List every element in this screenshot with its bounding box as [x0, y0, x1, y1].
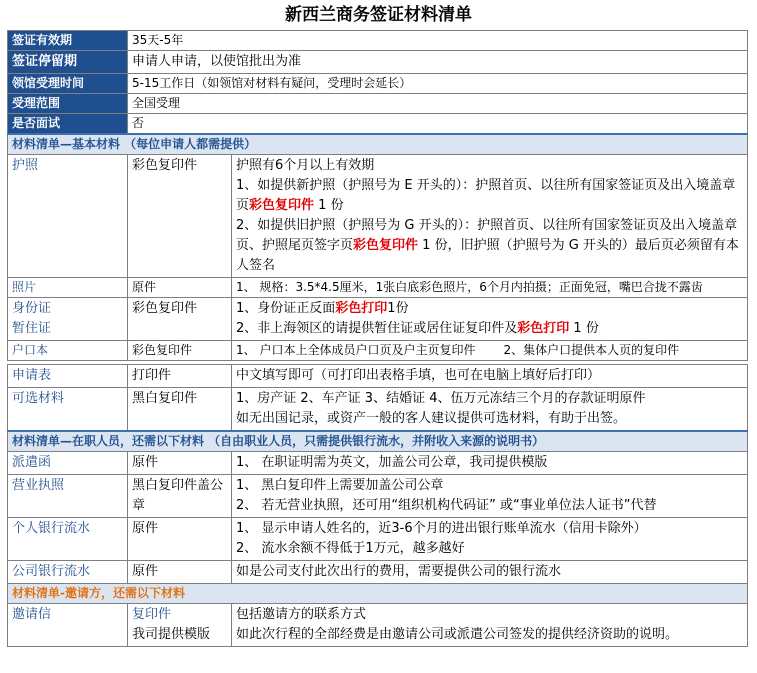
hukou-label: 户口本	[8, 341, 128, 361]
highlight-text: 彩色打印	[335, 301, 388, 316]
letter-row	[8, 604, 748, 647]
form-desc: 中文填写即可（可打印出表格手填，也可在电脑上填好后打印）	[232, 365, 748, 388]
hukou-row	[8, 341, 748, 361]
summary-value: 35天-5年	[128, 31, 748, 51]
summary-value: 全国受理	[128, 94, 748, 114]
idcard-type: 彩色复印件	[128, 298, 232, 341]
summary-row	[8, 74, 748, 94]
passport-label: 护照	[8, 155, 128, 278]
highlight-text: 彩色复印件	[353, 238, 419, 253]
company-bank-row	[8, 561, 748, 584]
company-bank-desc: 如是公司支付此次出行的费用，需要提供公司的银行流水	[232, 561, 748, 584]
bank-desc: 1、 显示申请人姓名的，近3-6个月的进出银行账单流水（信用卡除外） 2、 流水余额不得低于1万元，越多越好	[232, 518, 748, 561]
summary-label: 是否面试	[8, 114, 128, 135]
company-bank-label: 公司银行流水	[8, 561, 128, 584]
summary-value: 申请人申请，以使馆批出为准	[128, 51, 748, 74]
optional-label: 可选材料	[8, 388, 128, 432]
optional-row	[8, 388, 748, 432]
summary-row	[8, 51, 748, 74]
company-bank-type: 原件	[128, 561, 232, 584]
bank-type: 原件	[128, 518, 232, 561]
summary-row	[8, 114, 748, 135]
bank-row	[8, 518, 748, 561]
section-header-basic: 材料清单—基本材料 （每位申请人都需提供）	[8, 134, 748, 155]
passport-desc	[232, 155, 748, 278]
optional-desc: 1、房产证 2、车产证 3、结婚证 4、伍万元冻结三个月的存款证明原件 如无出国记录，或资产一般的客人建议提供可选材料，有助于出签。	[232, 388, 748, 432]
optional-type: 黑白复印件	[128, 388, 232, 432]
passport-line: 2、如提供旧护照（护照号为 G 开头的）：护照首页、以往所有国家签证页及出入境盖章页、护照尾页签字页彩色复印件 1 份，旧护照（护照号为 G 开头的）最后页必须留有本人签名	[236, 218, 739, 273]
summary-label: 签证停留期	[8, 51, 128, 74]
license-row	[8, 475, 748, 518]
hukou-desc: 1、 户口本上全体成员户口页及户主页复印件 2、集体户口提供本人页的复印件	[232, 341, 748, 361]
summary-label: 领馆受理时间	[8, 74, 128, 94]
photo-type: 原件	[128, 278, 232, 298]
highlight-text: 彩色复印件	[249, 198, 315, 213]
license-label: 营业执照	[8, 475, 128, 518]
letter-desc: 包括邀请方的联系方式 如此次行程的全部经费是由邀请公司或派遣公司签发的提供经济资助的说明。	[232, 604, 748, 647]
summary-value: 否	[128, 114, 748, 135]
license-type: 黑白复印件盖公章	[128, 475, 232, 518]
photo-row	[8, 278, 748, 298]
form-row	[8, 365, 748, 388]
photo-desc: 1、 规格：3.5*4.5厘米，1张白底彩色照片，6个月内拍摄；正面免冠，嘴巴合拢不露齿	[232, 278, 748, 298]
summary-value: 5-15工作日（如领馆对材料有疑问，受理时会延长）	[128, 74, 748, 94]
idcard-row	[8, 298, 748, 341]
dispatch-type: 原件	[128, 452, 232, 475]
summary-row	[8, 31, 748, 51]
passport-type: 彩色复印件	[128, 155, 232, 278]
dispatch-row	[8, 452, 748, 475]
passport-line: 护照有6个月以上有效期	[236, 158, 375, 173]
summary-row	[8, 94, 748, 114]
idcard-desc: 1、身份证正反面彩色打印1份 2、非上海领区的请提供暂住证或居住证复印件及彩色打印 1 份	[232, 298, 748, 341]
section-header-inviter: 材料清单-邀请方，还需以下材料	[8, 584, 748, 604]
highlight-text: 彩色打印	[517, 321, 570, 336]
page-title: 新西兰商务签证材料清单	[285, 5, 472, 25]
hukou-type: 彩色复印件	[128, 341, 232, 361]
passport-line: 1、如提供新护照（护照号为 E 开头的）：护照首页、以往所有国家签证页及出入境盖章页彩色复印件 1 份	[236, 178, 736, 213]
passport-row	[8, 155, 748, 278]
form-label: 申请表	[8, 365, 128, 388]
idcard-label: 身份证 暂住证	[8, 298, 128, 341]
photo-label: 照片	[8, 278, 128, 298]
form-type: 打印件	[128, 365, 232, 388]
letter-type: 复印件 我司提供模版	[128, 604, 232, 647]
dispatch-label: 派遣函	[8, 452, 128, 475]
summary-label: 签证有效期	[8, 31, 128, 51]
section-header-employed: 材料清单—在职人员，还需以下材料 （自由职业人员，只需提供银行流水，并附收入来源的说明书）	[8, 431, 748, 452]
letter-label: 邀请信	[8, 604, 128, 647]
dispatch-desc: 1、 在职证明需为英文，加盖公司公章，我司提供模版	[232, 452, 748, 475]
visa-checklist-table	[7, 30, 748, 647]
summary-label: 受理范围	[8, 94, 128, 114]
bank-label: 个人银行流水	[8, 518, 128, 561]
license-desc: 1、 黑白复印件上需要加盖公司公章 2、 若无营业执照，还可用“组织机构代码证” 或“事业单位法人证书”代替	[232, 475, 748, 518]
